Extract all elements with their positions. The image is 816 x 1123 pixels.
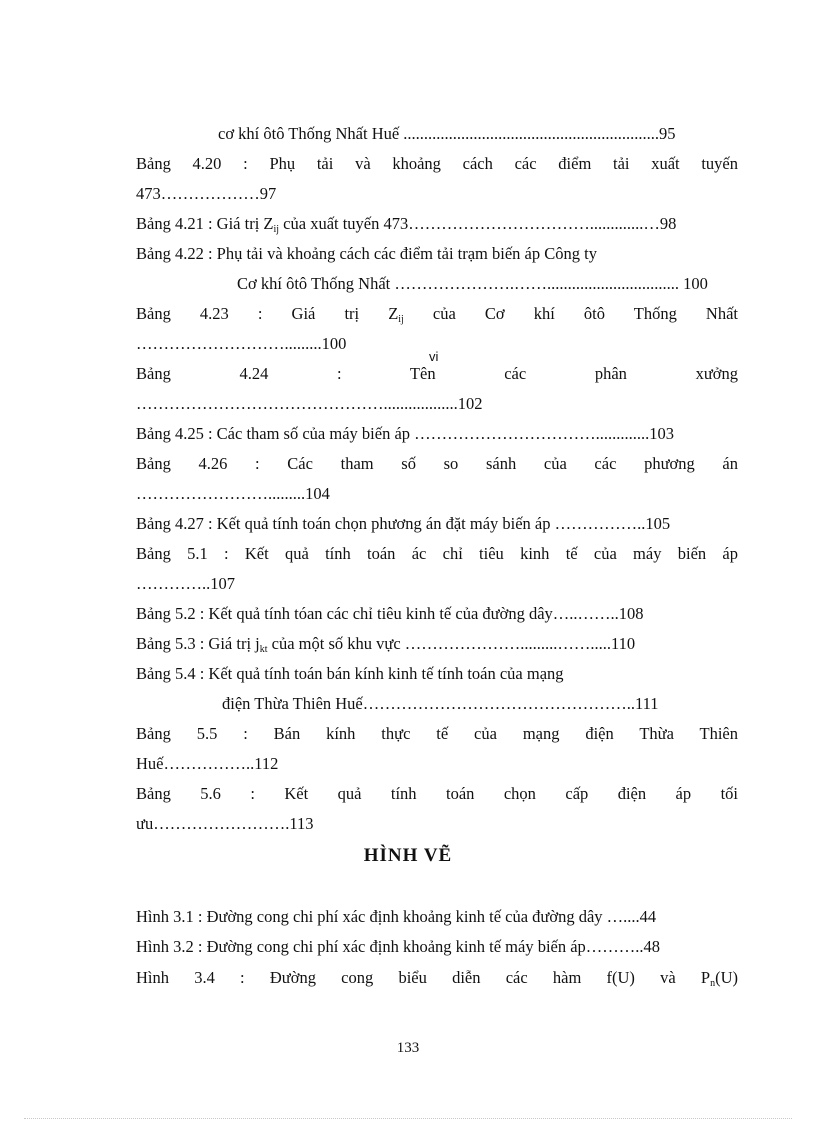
toc-line-table-4-21: Bảng 4.21 : Giá trị $Z_{ij}$ của xuất tuyến 473…………………………….............…98: [136, 214, 677, 235]
toc-line-table-4-27: Bảng 4.27 : Kết quả tính toán chọn phương án đặt máy biến áp ……………..105: [136, 514, 671, 533]
section-heading-figures: HÌNH VẼ: [363, 845, 453, 866]
page-number: 133: [396, 1040, 420, 1056]
toc-line-table-4-22-cont: Cơ khí ôtô Thống Nhất ………………….……................................ 100: [237, 274, 708, 293]
toc-line-table-4-20-page: 473………………97: [136, 184, 277, 203]
toc-line-table-4-24: Bảng 4.24 : Tên các phân xưởng: [136, 364, 738, 383]
toc-line-figure-3-2: Hình 3.2 : Đường cong chi phí xác định khoảng kinh tế máy biến áp………..48: [136, 937, 661, 956]
toc-line-table-4-23: Bảng 4.23 : Giá trị $Z_{ij}$ của Cơ khí ôtô Thống Nhất: [136, 304, 738, 325]
stray-page-marker: vi: [429, 349, 439, 364]
toc-line-table-5-6-page: ưu…………………….113: [136, 814, 314, 833]
toc-line-table-4-20: Bảng 4.20 : Phụ tải và khoảng cách các điểm tải xuất tuyến: [136, 154, 738, 173]
toc-line-table-4-23-page: ……………………….........100: [136, 334, 347, 353]
toc-line-figure-3-4: Hình 3.4 : Đường cong biểu diễn các hàm f(U) và $P_n(U)$: [136, 968, 738, 989]
toc-line-table-5-4: Bảng 5.4 : Kết quả tính toán bán kính kinh tế tính toán của mạng: [136, 664, 564, 683]
toc-line-table-5-1-page: …………..107: [136, 574, 235, 593]
toc-line-table-4-26-page: …………………….........104: [136, 484, 330, 503]
toc-line-table-5-4-cont: điện Thừa Thiên Huế…………………………………………..111: [222, 694, 659, 713]
toc-line-table-4-22: Bảng 4.22 : Phụ tải và khoảng cách các điểm tải trạm biến áp Công ty: [136, 244, 597, 263]
toc-line-table-4-25: Bảng 4.25 : Các tham số của máy biến áp …………………………….............103: [136, 424, 675, 443]
toc-line-table-cont: cơ khí ôtô Thống Nhất Huế ..............................................................95: [218, 124, 676, 143]
footer-divider: [24, 1118, 792, 1119]
toc-line-table-5-5-page: Huế……………..112: [136, 754, 279, 773]
toc-line-table-5-2: Bảng 5.2 : Kết quả tính tóan các chỉ tiêu kinh tế của đường dây…..……..108: [136, 604, 644, 623]
toc-line-figure-3-1: Hình 3.1 : Đường cong chi phí xác định khoảng kinh tế của đường dây …....44: [136, 907, 657, 926]
toc-line-table-5-6: Bảng 5.6 : Kết quả tính toán chọn cấp điện áp tối: [136, 784, 738, 803]
toc-line-table-4-26: Bảng 4.26 : Các tham số so sánh của các phương án: [136, 454, 738, 473]
toc-line-table-5-5: Bảng 5.5 : Bán kính thực tế của mạng điện Thừa Thiên: [136, 724, 738, 743]
toc-line-table-5-1: Bảng 5.1 : Kết quả tính toán ác chỉ tiêu kinh tế của máy biến áp: [136, 544, 738, 563]
toc-line-table-5-3: Bảng 5.3 : Giá trị $j_{kt}$ của một số khu vực ………………….........…….....110: [136, 634, 636, 655]
toc-line-table-4-24-page: ………………………………………..................102: [136, 394, 483, 413]
